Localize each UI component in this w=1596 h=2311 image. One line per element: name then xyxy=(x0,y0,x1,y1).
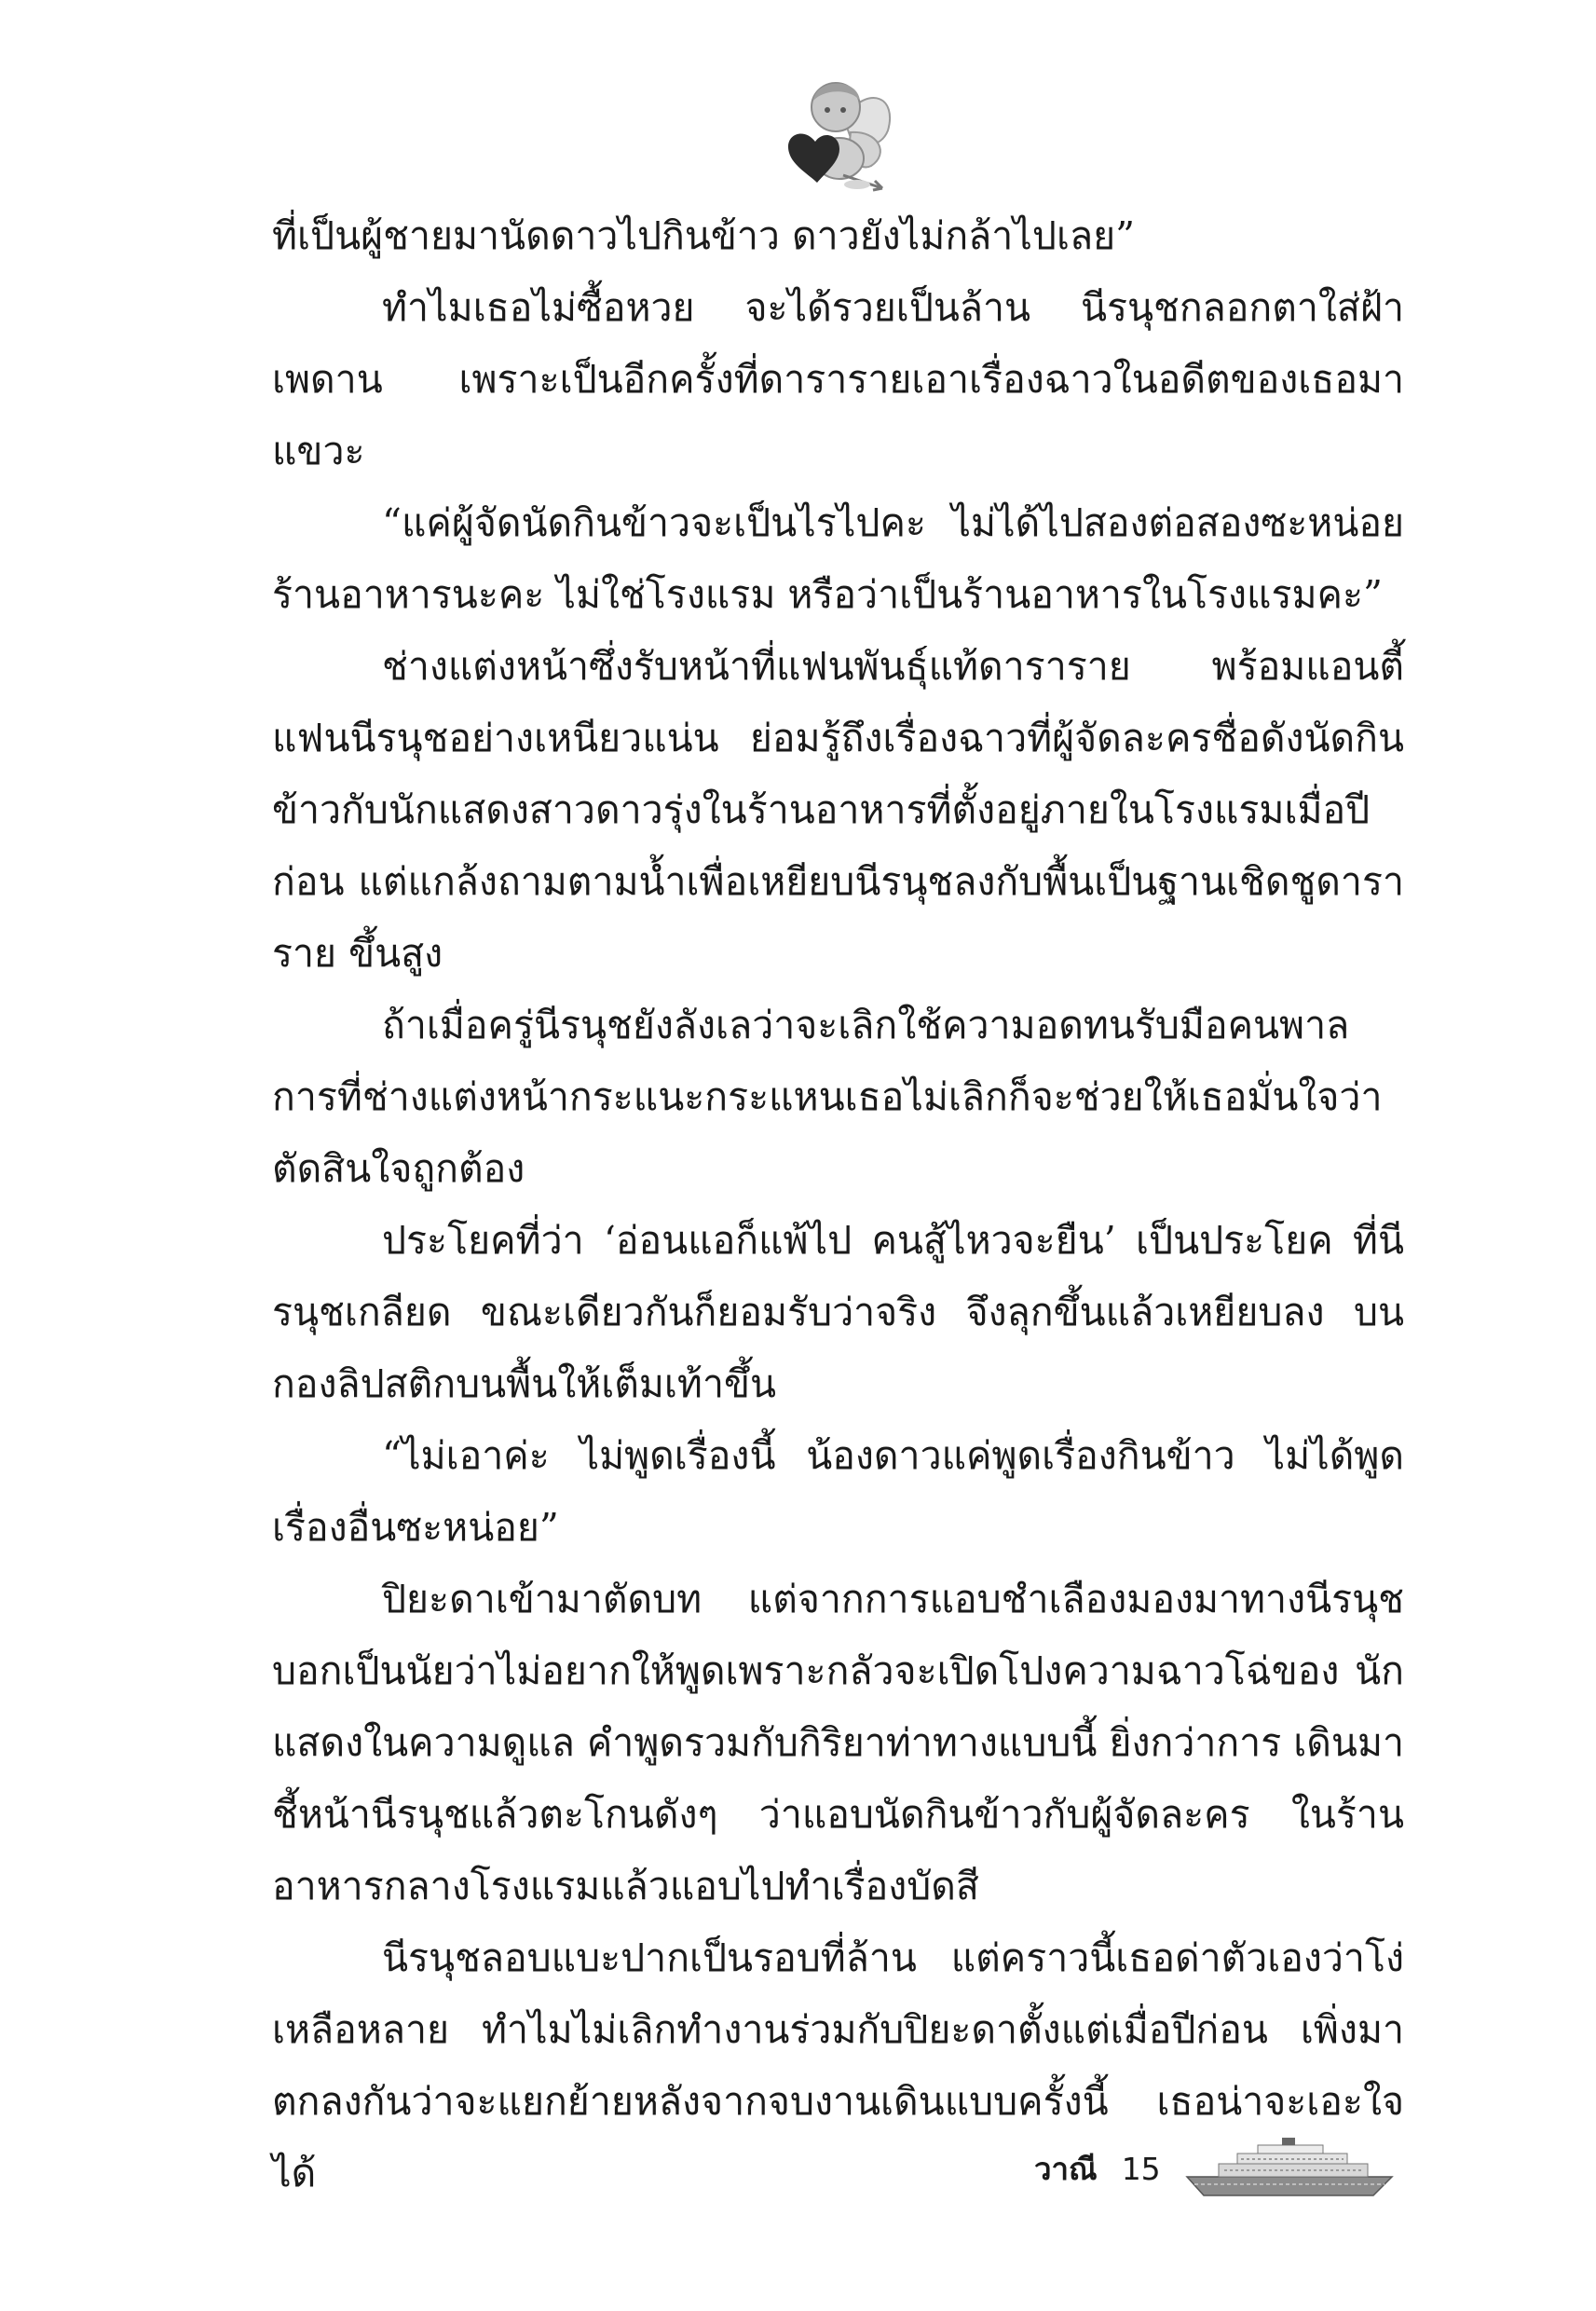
paragraph: “แค่ผู้จัดนัดกินข้าวจะเป็นไรไปคะ ไม่ได้ไปสองต่อสองซะหน่อย ร้านอาหารนะคะ ไม่ใช่โรงแรม หรือว่าเป็นร้านอาหารในโรงแรมคะ” xyxy=(272,500,1404,617)
cruise-ship-icon xyxy=(1181,2136,1405,2201)
paragraph: ที่เป็นผู้ชายมานัดดาวไปกินข้าว ดาวยังไม่กล้าไปเลย” xyxy=(272,213,1136,258)
cupid-heart-icon xyxy=(778,65,899,196)
paragraph: “ไม่เอาค่ะ ไม่พูดเรื่องนี้ น้องดาวแค่พูดเรื่องกินข้าว ไม่ได้พูด เรื่องอื่นซะหน่อย” xyxy=(272,1433,1404,1550)
page-number: 15 xyxy=(1121,2150,1161,2187)
book-title: วาณี xyxy=(1034,2150,1098,2187)
page-footer xyxy=(1034,2136,1405,2201)
paragraph: ช่างแต่งหน้าซึ่งรับหน้าที่แฟนพันธุ์แท้ดาราราย พร้อมแอนตี้แฟนนีรนุชอย่างเหนียวแน่น ย่อมรู้ถึงเรื่องฉาวที่ผู้จัดละครชื่อดังนัดกินข้าวกับนักแสดงสาวดาวรุ่งในร้านอาหารที่ตั้งอยู่ภายในโรงแรมเมื่อปีก่อน แต่แกล้งถามตามน้ำเพื่อเหยียบนีรนุชลงกับพื้นเป็นฐานเชิดชูดาราราย ขึ้นสูง xyxy=(272,644,1404,976)
body-text xyxy=(272,200,1404,2209)
paragraph: ประโยคที่ว่า ‘อ่อนแอก็แพ้ไป คนสู้ไหวจะยืน’ เป็นประโยค ที่นีรนุชเกลียด ขณะเดียวกันก็ยอมรับว่าจริง จึงลุกขึ้นแล้วเหยียบลง บนกองลิปสติกบนพื้นให้เต็มเท้าขึ้น xyxy=(272,1218,1404,1406)
paragraph: นีรนุชลอบแบะปากเป็นรอบที่ล้าน แต่คราวนี้เธอด่าตัวเองว่าโง่ เหลือหลาย ทำไมไม่เลิกทำงานร่วมกับปิยะดาตั้งแต่เมื่อปีก่อน เพิ่งมา ตกลงกันว่าจะแยกย้ายหลังจากจบงานเดินแบบครั้งนี้ เธอน่าจะเอะใจได้ xyxy=(272,1935,1404,2195)
paragraph: ถ้าเมื่อครู่นีรนุชยังลังเลว่าจะเลิกใช้ความอดทนรับมือคนพาล การที่ช่างแต่งหน้ากระแนะกระแหนเธอไม่เลิกก็จะช่วยให้เธอมั่นใจว่า ตัดสินใจถูกต้อง xyxy=(272,1003,1383,1191)
paragraph: ทำไมเธอไม่ซื้อหวย จะได้รวยเป็นล้าน นีรนุชกลอกตาใส่ฝ้าเพดาน เพราะเป็นอีกครั้งที่ดารารายเอาเรื่องฉาวในอดีตของเธอมาแขวะ xyxy=(272,285,1404,473)
paragraph: ปิยะดาเข้ามาตัดบท แต่จากการแอบชำเลืองมองมาทางนีรนุช บอกเป็นนัยว่าไม่อยากให้พูดเพราะกลัวจะเปิดโปงความฉาวโฉ่ของ นักแสดงในความดูแล คำพูดรวมกับกิริยาท่าทางแบบนี้ ยิ่งกว่าการ เดินมาชี้หน้านีรนุชแล้วตะโกนดังๆ ว่าแอบนัดกินข้าวกับผู้จัดละคร ในร้านอาหารกลางโรงแรมแล้วแอบไปทำเรื่องบัดสี xyxy=(272,1577,1404,1908)
